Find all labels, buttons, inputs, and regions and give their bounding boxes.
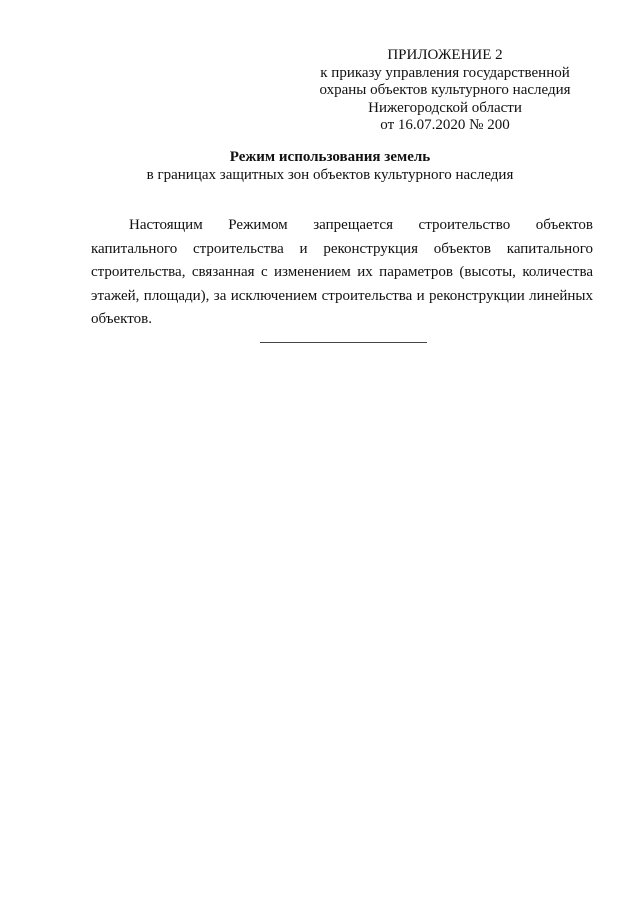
appendix-block — [300, 47, 590, 135]
closing-divider — [260, 342, 427, 343]
appendix-label: ПРИЛОЖЕНИЕ 2 — [387, 47, 503, 63]
document-heading — [60, 148, 600, 184]
document-title: Режим использования земель — [229, 149, 431, 165]
document-subtitle: в границах защитных зон объектов культурного наследия — [146, 167, 514, 183]
appendix-region: Нижегородской области — [368, 99, 522, 116]
appendix-order-date-number: от 16.07.2020 № 200 — [380, 117, 510, 133]
body-paragraph: Настоящим Режимом запрещается строительство объектов капитального строительства и реконструкция объектов капитального строительства, связанная с изменением их параметров (высоты, количества этажей, площади), за исключением строительства и реконструкции линейных объектов. — [91, 217, 593, 327]
appendix-authority: охраны объектов культурного наследия — [319, 82, 571, 98]
appendix-order-reference: к приказу управления государственной — [320, 64, 570, 81]
